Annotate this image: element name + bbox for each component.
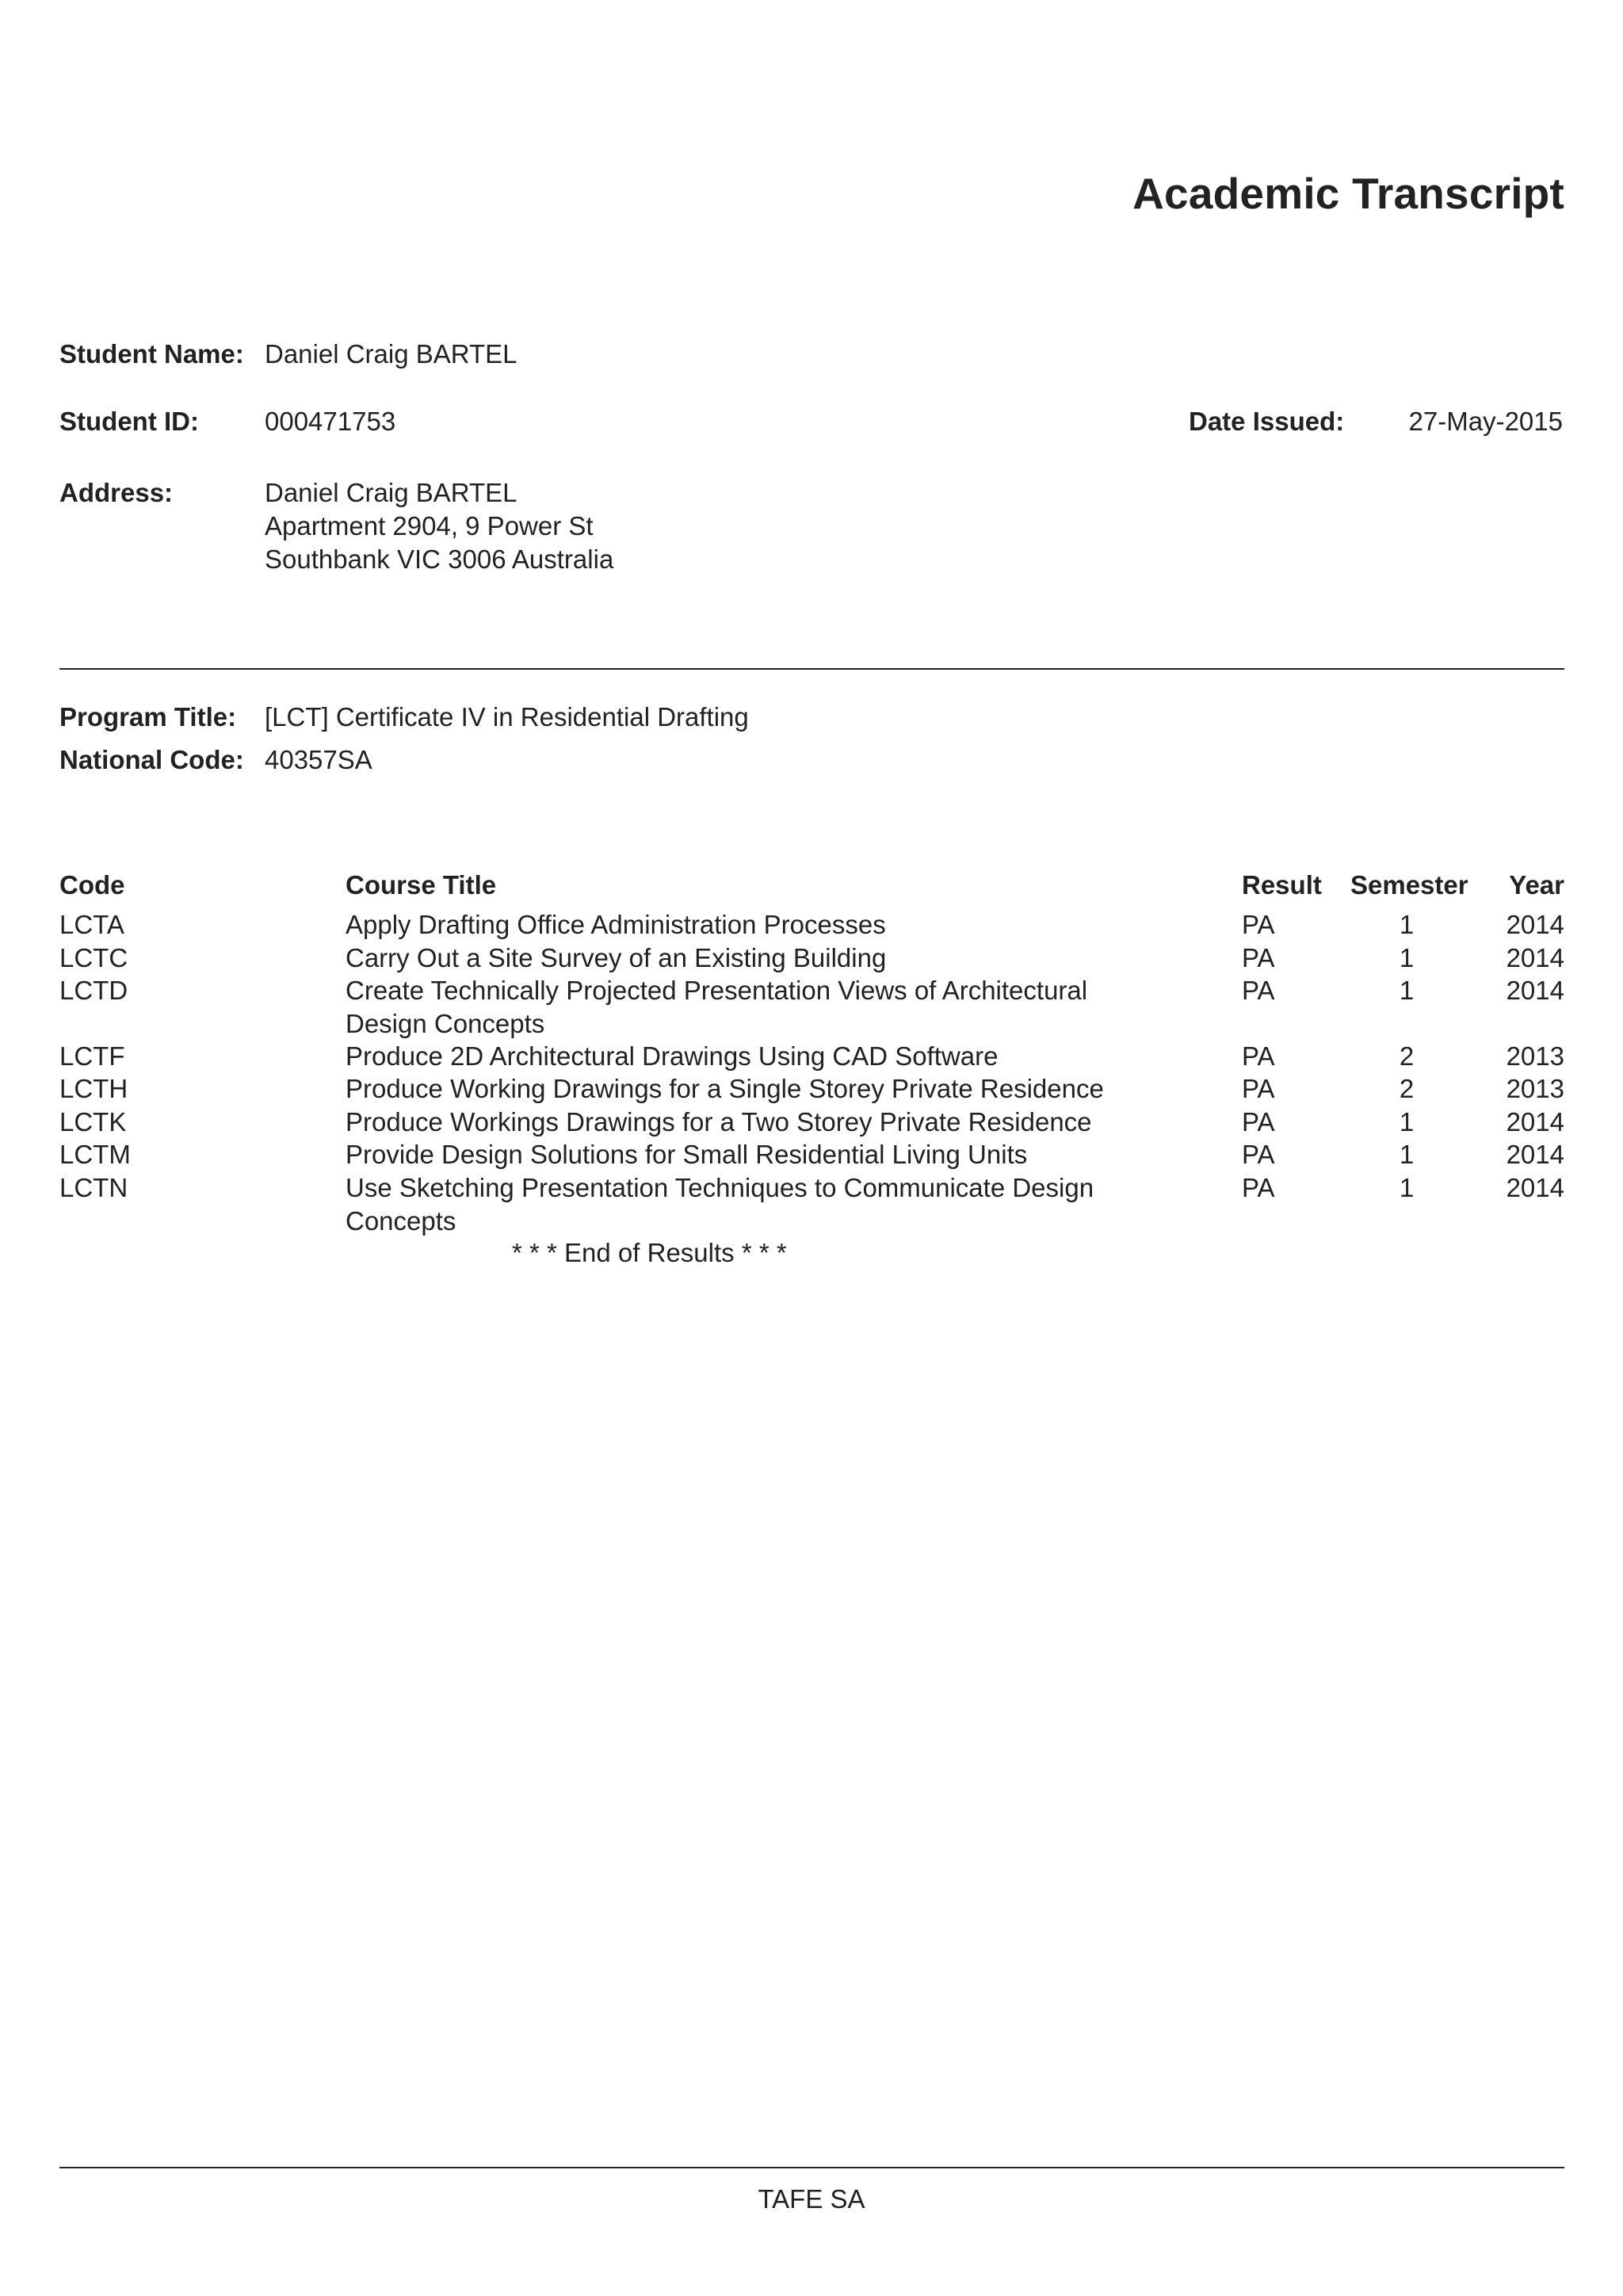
row-code: LCTF bbox=[59, 1041, 125, 1071]
address-line: Apartment 2904, 9 Power St bbox=[265, 511, 594, 541]
end-of-results-marker: * * * End of Results * * * bbox=[512, 1238, 787, 1267]
row-result: PA bbox=[1242, 1107, 1275, 1137]
date-issued: 27-May-2015 bbox=[1408, 407, 1563, 436]
row-result: PA bbox=[1242, 1140, 1275, 1169]
footer-institution: TAFE SA bbox=[758, 2184, 865, 2214]
row-year: 2014 bbox=[1506, 943, 1564, 972]
header-semester: Semester bbox=[1350, 870, 1468, 900]
row-result: PA bbox=[1242, 976, 1275, 1005]
row-year: 2014 bbox=[1506, 910, 1564, 939]
row-semester: 2 bbox=[1399, 1041, 1415, 1071]
row-course-title: Produce 2D Architectural Drawings Using CAD Software bbox=[346, 1041, 999, 1071]
row-year: 2014 bbox=[1506, 1173, 1564, 1202]
header-year: Year bbox=[1509, 870, 1564, 900]
row-semester: 2 bbox=[1399, 1074, 1415, 1103]
row-year: 2013 bbox=[1506, 1041, 1564, 1071]
student-name-label: Student Name: bbox=[59, 339, 244, 369]
row-semester: 1 bbox=[1399, 910, 1415, 939]
row-code: LCTM bbox=[59, 1140, 131, 1169]
row-course-title: Use Sketching Presentation Techniques to Communicate Design Concepts bbox=[346, 1173, 1094, 1236]
row-code: LCTD bbox=[59, 976, 128, 1005]
row-semester: 1 bbox=[1399, 1173, 1415, 1202]
section-divider bbox=[59, 668, 1564, 670]
row-semester: 1 bbox=[1399, 1107, 1415, 1137]
document-title: Academic Transcript bbox=[1132, 169, 1564, 218]
row-semester: 1 bbox=[1399, 1140, 1415, 1169]
row-result: PA bbox=[1242, 1041, 1275, 1071]
row-year: 2013 bbox=[1506, 1074, 1564, 1103]
header-course-title: Course Title bbox=[346, 870, 497, 900]
row-semester: 1 bbox=[1399, 943, 1415, 972]
row-code: LCTA bbox=[59, 910, 124, 939]
row-course-title: Carry Out a Site Survey of an Existing Building bbox=[346, 943, 887, 972]
program-title-label: Program Title: bbox=[59, 702, 237, 732]
row-code: LCTN bbox=[59, 1173, 128, 1202]
row-semester: 1 bbox=[1399, 976, 1415, 1005]
row-course-title: Produce Workings Drawings for a Two Storey Private Residence bbox=[346, 1107, 1092, 1137]
row-year: 2014 bbox=[1506, 1107, 1564, 1137]
row-result: PA bbox=[1242, 1173, 1275, 1202]
national-code: 40357SA bbox=[265, 745, 372, 774]
row-code: LCTC bbox=[59, 943, 128, 972]
row-year: 2014 bbox=[1506, 1140, 1564, 1169]
address-line: Southbank VIC 3006 Australia bbox=[265, 544, 614, 574]
address-line: Daniel Craig BARTEL bbox=[265, 478, 517, 507]
row-code: LCTK bbox=[59, 1107, 127, 1137]
row-code: LCTH bbox=[59, 1074, 128, 1103]
student-name: Daniel Craig BARTEL bbox=[265, 339, 517, 369]
row-result: PA bbox=[1242, 1074, 1275, 1103]
header-result: Result bbox=[1242, 870, 1322, 900]
student-id: 000471753 bbox=[265, 407, 396, 436]
footer-divider bbox=[59, 2167, 1564, 2168]
row-year: 2014 bbox=[1506, 976, 1564, 1005]
row-course-title: Produce Working Drawings for a Single Storey Private Residence bbox=[346, 1074, 1104, 1103]
national-code-label: National Code: bbox=[59, 745, 244, 774]
student-id-label: Student ID: bbox=[59, 407, 199, 436]
row-result: PA bbox=[1242, 910, 1275, 939]
row-course-title: Provide Design Solutions for Small Residential Living Units bbox=[346, 1140, 1028, 1169]
row-course-title: Create Technically Projected Presentation Views of Architectural Design Concepts bbox=[346, 976, 1088, 1038]
address-block bbox=[265, 476, 613, 576]
address-label: Address: bbox=[59, 478, 174, 507]
row-result: PA bbox=[1242, 943, 1275, 972]
program-title: [LCT] Certificate IV in Residential Drafting bbox=[265, 702, 749, 732]
header-code: Code bbox=[59, 870, 125, 900]
date-issued-label: Date Issued: bbox=[1189, 407, 1345, 436]
row-course-title: Apply Drafting Office Administration Processes bbox=[346, 910, 886, 939]
